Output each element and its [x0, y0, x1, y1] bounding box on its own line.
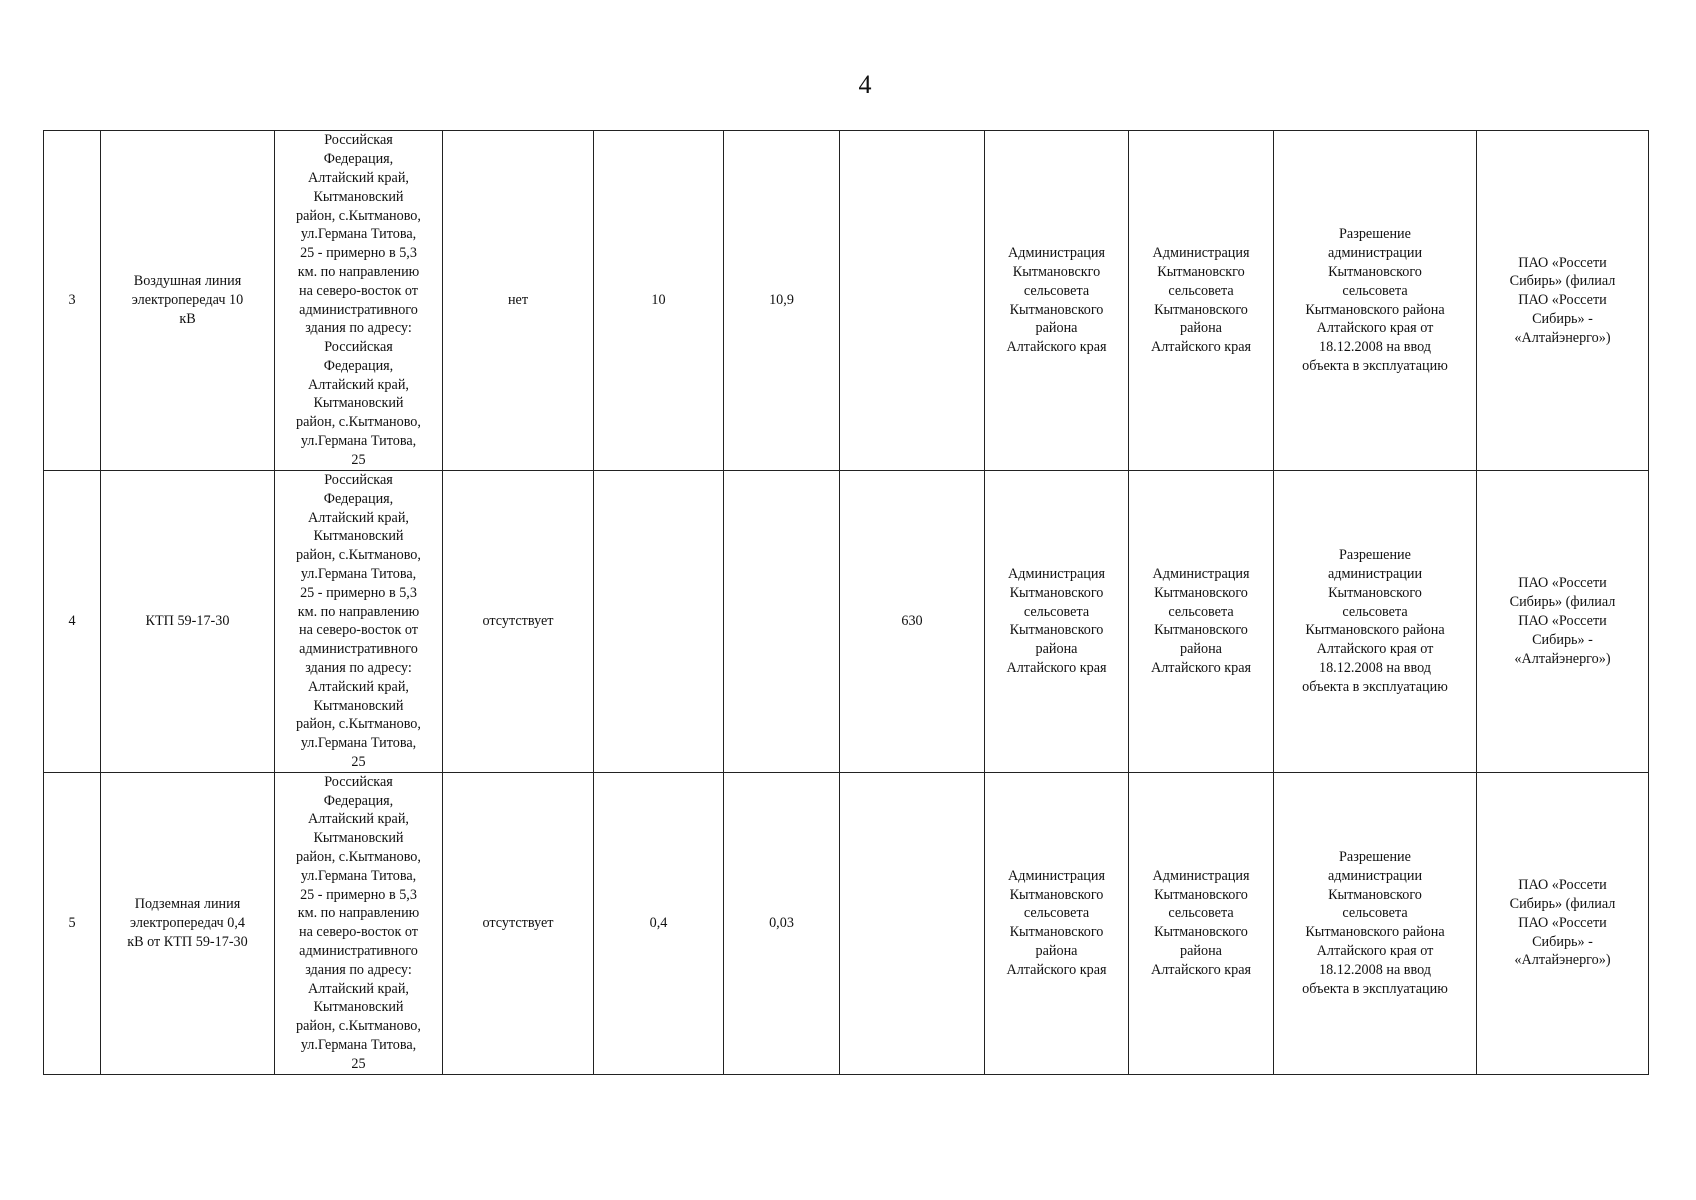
holder: Администрация Кытмановскго сельсовета Кытмановского района Алтайского края: [1129, 131, 1274, 471]
object-address: Российская Федерация, Алтайский край, Кытмановский район, с.Кытманово, ул.Германа Титова, 25 - примерно в 5,3 км. по направлению на северо-восток от административного здания по адресу: Алтайский край, Кытмановский район, с.Кытманово, ул.Германа Титова, 25: [275, 772, 443, 1074]
owner: Администрация Кытмановскго сельсовета Кытмановского района Алтайского края: [985, 131, 1129, 471]
table-row: [44, 471, 1649, 773]
table-row: [44, 131, 1649, 471]
power-value: [840, 772, 985, 1074]
row-number: 5: [44, 772, 101, 1074]
length-value: [724, 471, 840, 773]
voltage-value: [594, 471, 724, 773]
object-address: Российская Федерация, Алтайский край, Кытмановский район, с.Кытманово, ул.Германа Титова, 25 - примерно в 5,3 км. по направлению на северо-восток от административного здания по адресу: Алтайский край, Кытмановский район, с.Кытманово, ул.Германа Титова, 25: [275, 471, 443, 773]
holder: Администрация Кытмановского сельсовета Кытмановского района Алтайского края: [1129, 471, 1274, 773]
holder: Администрация Кытмановского сельсовета Кытмановского района Алтайского края: [1129, 772, 1274, 1074]
operator: ПАО «Россети Сибирь» (филиал ПАО «Россети Сибирь» - «Алтайэнерго»): [1477, 131, 1649, 471]
power-value: 630: [840, 471, 985, 773]
owner: Администрация Кытмановского сельсовета Кытмановского района Алтайского края: [985, 772, 1129, 1074]
encumbrance: отсутствует: [443, 471, 594, 773]
row-number: 4: [44, 471, 101, 773]
voltage-value: 0,4: [594, 772, 724, 1074]
voltage-value: 10: [594, 131, 724, 471]
basis-document: Разрешение администрации Кытмановского сельсовета Кытмановского района Алтайского края от 18.12.2008 на ввод объекта в эксплуатацию: [1274, 471, 1477, 773]
encumbrance: отсутствует: [443, 772, 594, 1074]
object-name: Воздушная линия электропередач 10 кВ: [101, 131, 275, 471]
length-value: 0,03: [724, 772, 840, 1074]
power-value: [840, 131, 985, 471]
object-name: Подземная линия электропередач 0,4 кВ от КТП 59-17-30: [101, 772, 275, 1074]
table-row: [44, 772, 1649, 1074]
object-address: Российская Федерация, Алтайский край, Кытмановский район, с.Кытманово, ул.Германа Титова, 25 - примерно в 5,3 км. по направлению на северо-восток от административного здания по адресу: Российская Федерация, Алтайский край, Кытмановский район, с.Кытманово, ул.Германа Титова, 25: [275, 131, 443, 471]
operator: ПАО «Россети Сибирь» (филиал ПАО «Россети Сибирь» - «Алтайэнерго»): [1477, 471, 1649, 773]
object-name: КТП 59-17-30: [101, 471, 275, 773]
page-number: 4: [858, 70, 872, 99]
objects-table: [43, 130, 1649, 1075]
basis-document: Разрешение администрации Кытмановского сельсовета Кытмановского района Алтайского края от 18.12.2008 на ввод объекта в эксплуатацию: [1274, 131, 1477, 471]
row-number: 3: [44, 131, 101, 471]
encumbrance: нет: [443, 131, 594, 471]
owner: Администрация Кытмановского сельсовета Кытмановского района Алтайского края: [985, 471, 1129, 773]
operator: ПАО «Россети Сибирь» (филиал ПАО «Россети Сибирь» - «Алтайэнерго»): [1477, 772, 1649, 1074]
basis-document: Разрешение администрации Кытмановского сельсовета Кытмановского района Алтайского края от 18.12.2008 на ввод объекта в эксплуатацию: [1274, 772, 1477, 1074]
length-value: 10,9: [724, 131, 840, 471]
